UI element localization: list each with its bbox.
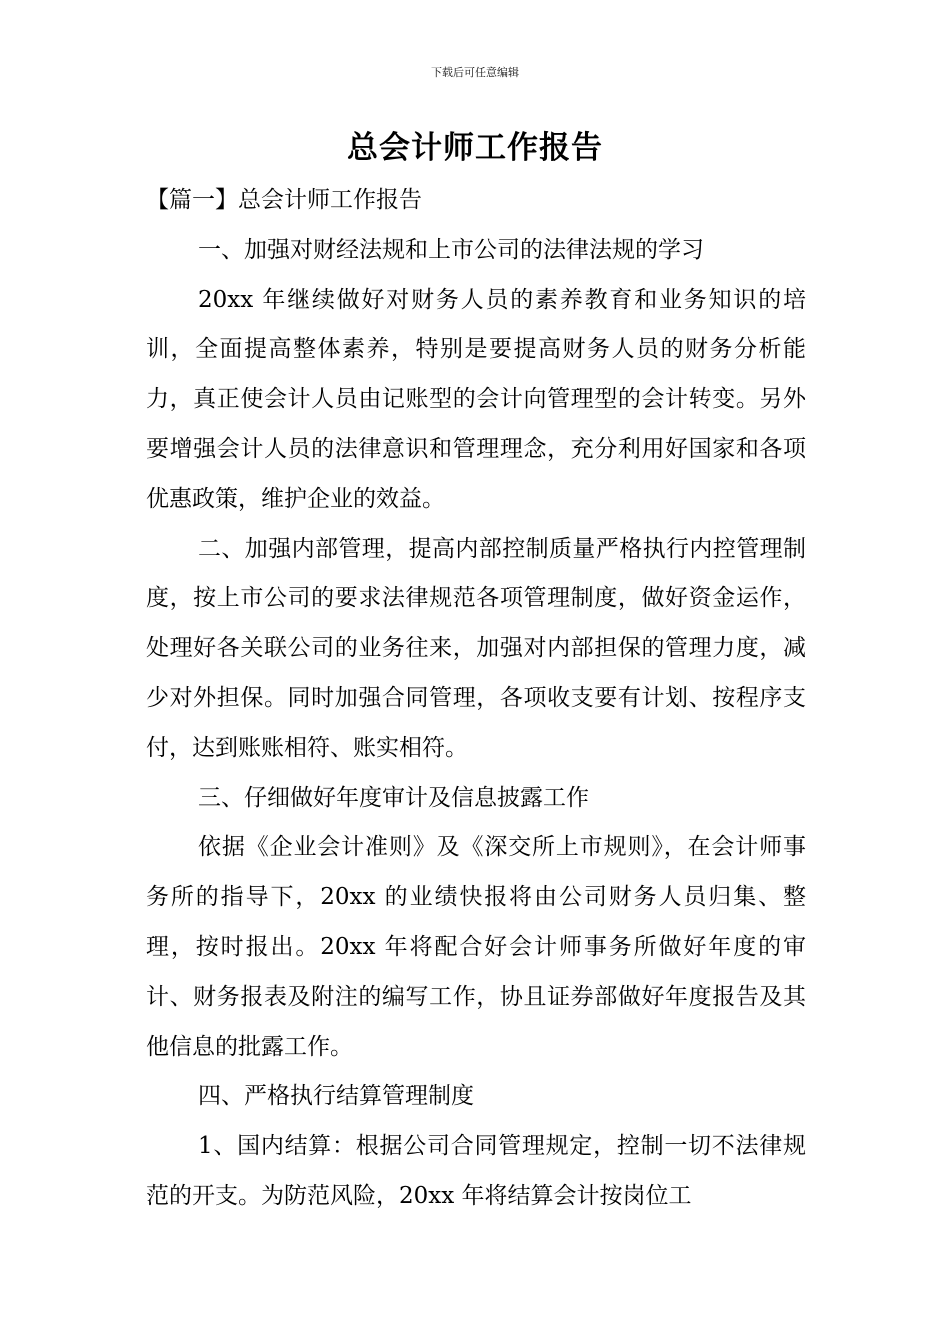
header-note: 下载后可任意编辑 — [431, 66, 519, 79]
paragraph-1: 20xx 年继续做好对财务人员的素养教育和业务知识的培训，全面提高整体素养，特别是要提高财务人员的财务分析能力，真正使会计人员由记账型的会计向管理型的会计转变。另外要增强会计人员的法律意识和管理理念，充分利用好国家和各项优惠政策，维护企业的效益。 — [146, 286, 806, 512]
heading-1: 一、加强对财经法规和上市公司的法律法规的学习 — [198, 236, 704, 263]
document-title: 总会计师工作报告 — [347, 130, 603, 166]
paragraph-3: 依据《企业会计准则》及《深交所上市规则》，在会计师事务所的指导下，20xx 的业绩快报将由公司财务人员归集、整理，按时报出。20xx 年将配合好会计师事务所做好年度的审计、财务报表及附注的编写工作，协且证券部做好年度报告及其他信息的批露工作。 — [146, 834, 806, 1060]
heading-2-paragraph: 二、加强内部管理，提高内部控制质量严格执行内控管理制度，按上市公司的要求法律规范各项管理制度，做好资金运作，处理好各关联公司的业务往来，加强对内部担保的管理力度，减少对外担保。同时加强合同管理，各项收支要有计划、按程序支付，达到账账相符、账实相符。 — [146, 535, 806, 761]
document-body — [146, 176, 806, 1222]
section-subtitle: 【篇一】总会计师工作报告 — [146, 187, 422, 213]
heading-4: 四、严格执行结算管理制度 — [198, 1083, 474, 1110]
heading-3: 三、仔细做好年度审计及信息披露工作 — [198, 784, 589, 811]
paragraph-4: 1、国内结算：根据公司合同管理规定，控制一切不法律规范的开支。为防范风险，20xx 年将结算会计按岗位工 — [146, 1133, 806, 1209]
